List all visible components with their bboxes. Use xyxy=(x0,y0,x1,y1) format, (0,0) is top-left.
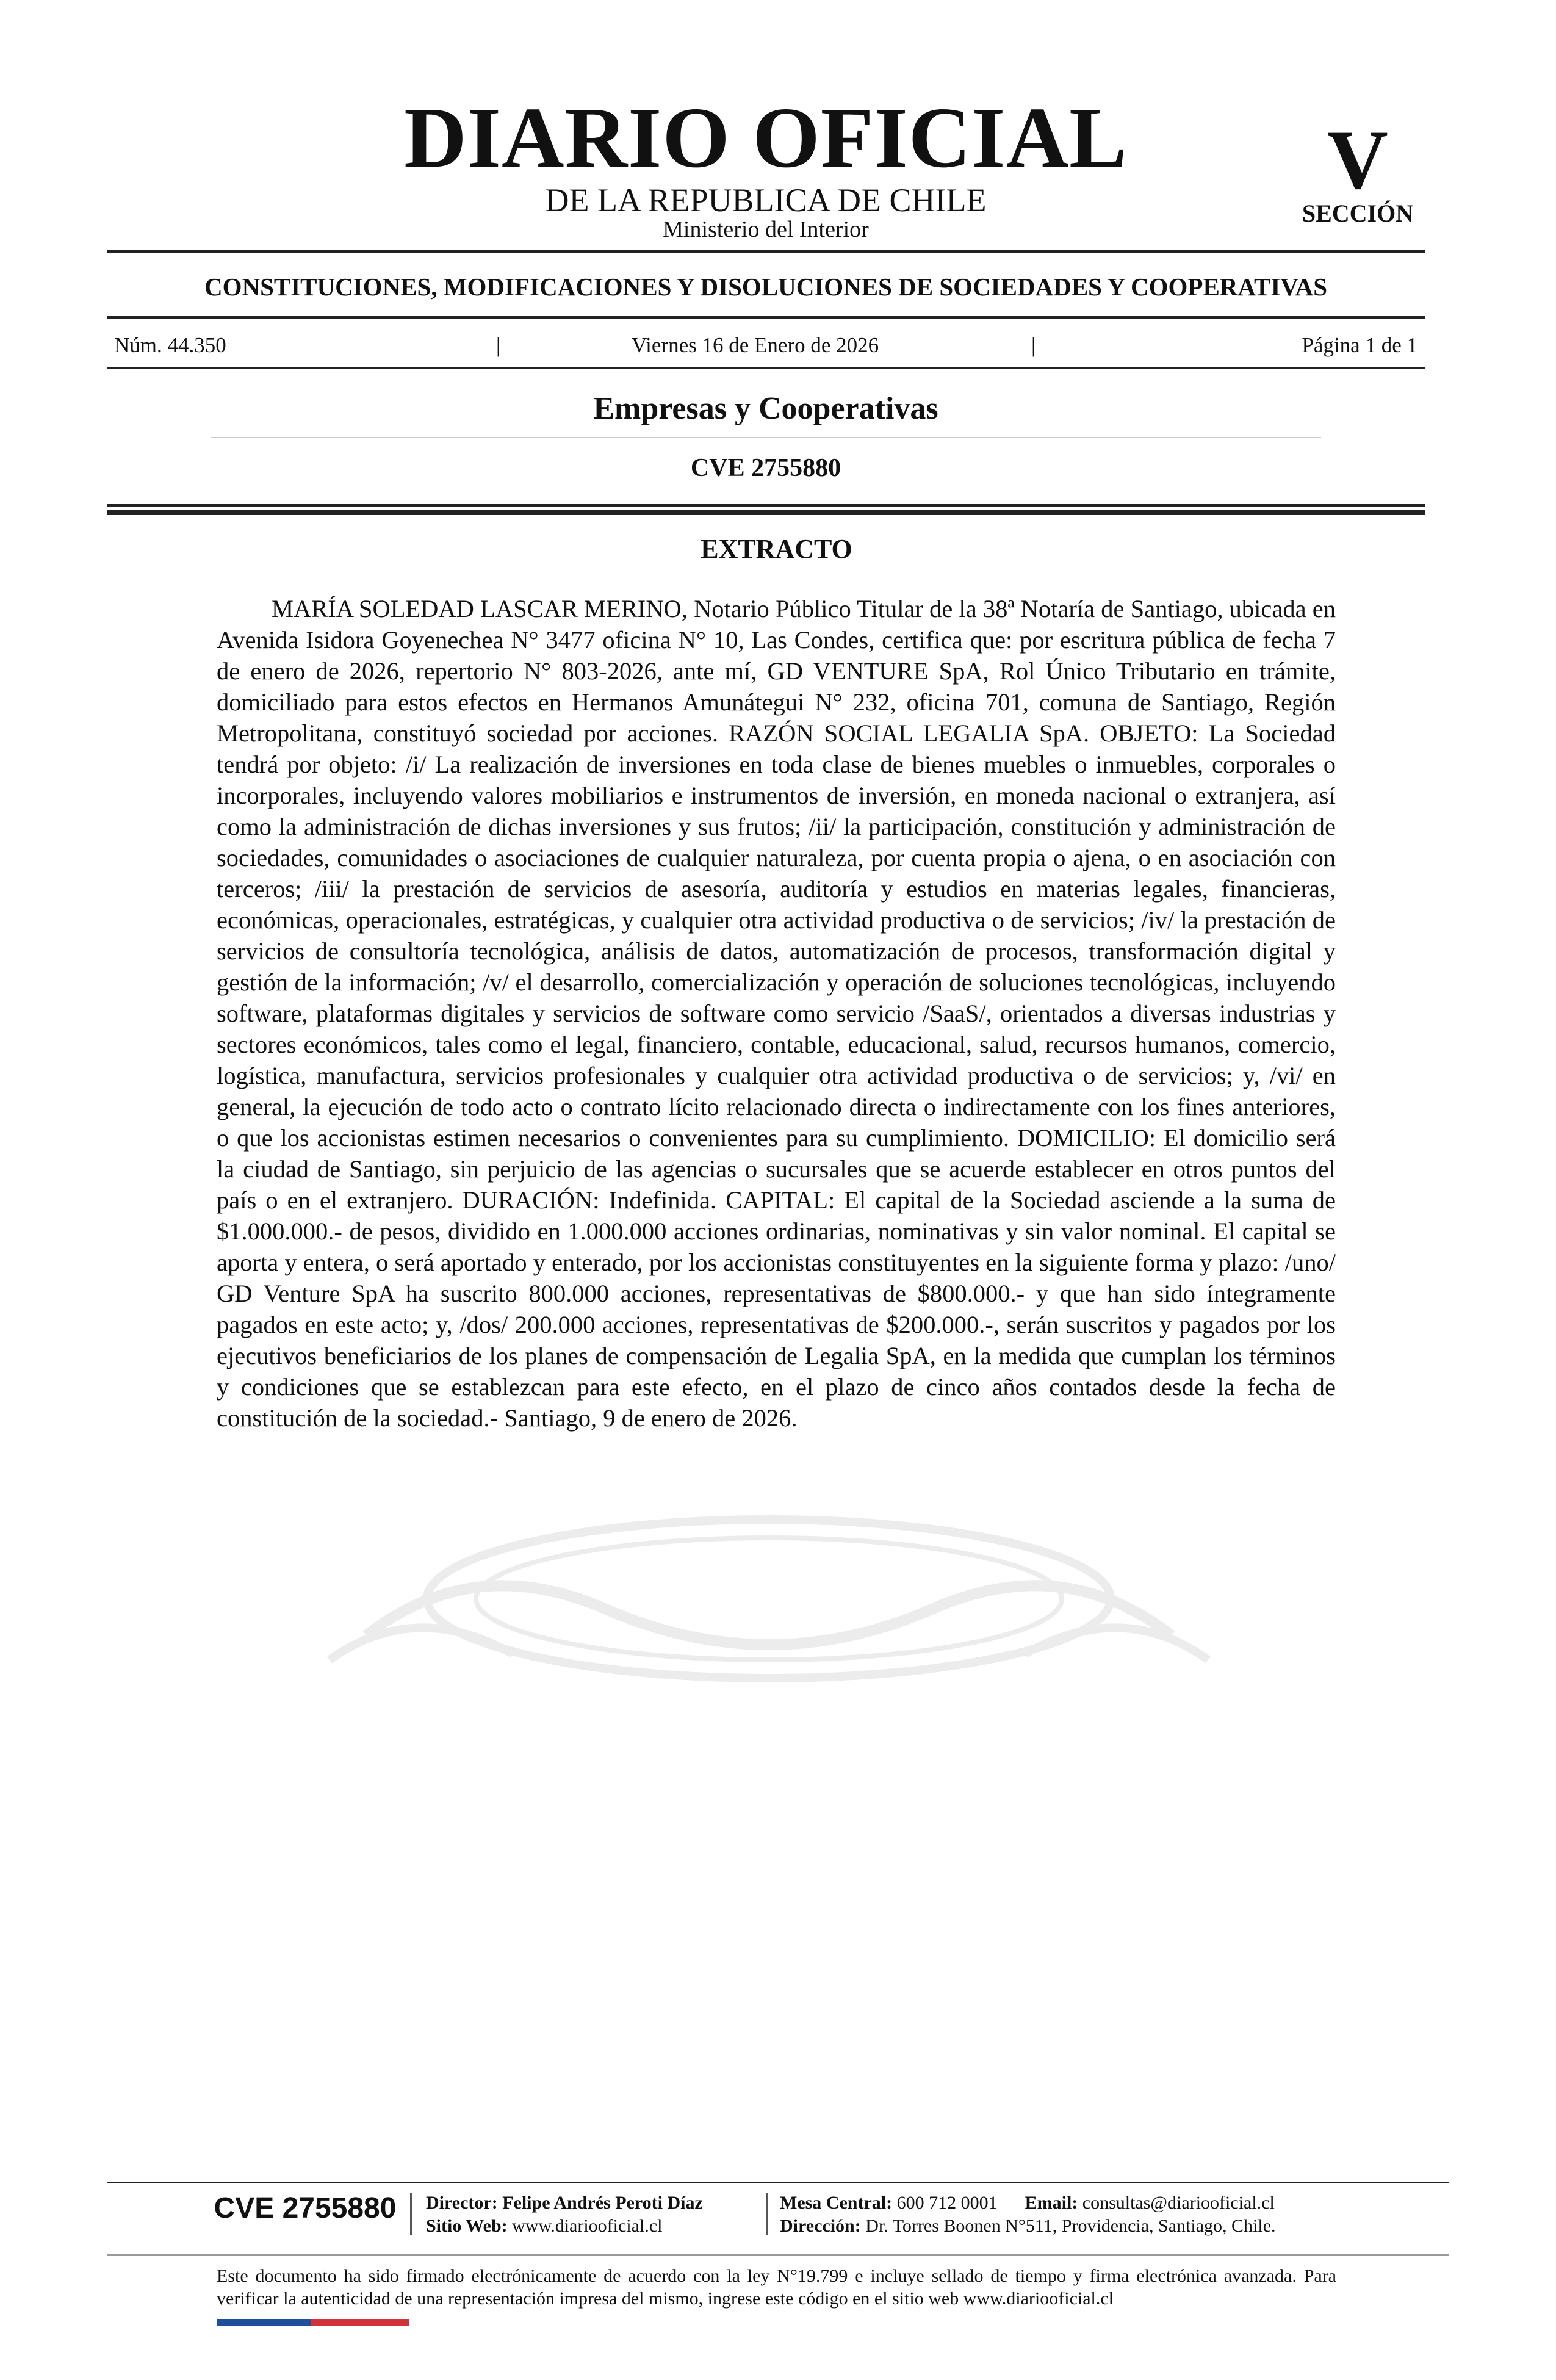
footer-contact-block xyxy=(780,2191,1390,2238)
section-letter: V xyxy=(1327,113,1388,206)
document-body: MARÍA SOLEDAD LASCAR MERINO, Notario Público Titular de la 38ª Notaría de Santiago, ubicada en Avenida Isidora Goyenechea N° 3477 oficina N° 10, Las Condes, certifica que: por escritura pública de fecha 7 de enero de 2026, repertorio N° 803-2026, ante mí, GD VENTURE SpA, Rol Único Tributario en trámite, domiciliado para estos efectos en Hermanos Amunátegui N° 232, oficina 701, comuna de Santiago, Región Metropolitana, constituyó sociedad por acciones. RAZÓN SOCIAL LEGALIA SpA. OBJETO: La Sociedad tendrá por objeto: /i/ La realización de inversiones en toda clase de bienes muebles o inmuebles, corporales o incorporales, incluyendo valores mobiliarios e instrumentos de inversión, en moneda nacional o extranjera, así como la administración de dichas inversiones y sus frutos; /ii/ la participación, constitución y administración de sociedades, comunidades o asociaciones de cualquier naturaleza, por cuenta propia o ajena, o en asociación con terceros; /iii/ la prestación de servicios de asesoría, auditoría y estudios en materias legales, financieras, económicas, operacionales, estratégicas, y cualquier otra actividad productiva o de servicios; /iv/ la prestación de servicios de consultoría tecnológica, análisis de datos, automatización de procesos, transformación digital y gestión de la información; /v/ el desarrollo, comercialización y operación de soluciones tecnológicas, incluyendo software, plataformas digitales y servicios de software como servicio /SaaS/, orientados a diversas industrias y sectores económicos, tales como el legal, financiero, contable, educacional, salud, recursos humanos, comercio, logística, manufactura, servicios profesionales y cualquier otra actividad productiva o de servicios; y, /vi/ en general, la ejecución de todo acto o contrato lícito relacionado directa o indirectamente con los fines anteriores, o que los accionistas estimen necesarios o convenientes para su cumplimiento. DOMICILIO: El domicilio será la ciudad de Santiago, sin perjuicio de las agencias o sucursales que se acuerde establecer en otros puntos del país o en el extranjero. DURACIÓN: Indefinida. CAPITAL: El capital de la Sociedad asciende a la suma de $1.000.000.- de pesos, dividido en 1.000.000 acciones ordinarias, nominativas y sin valor nominal. El capital se aporta y entera, o será aportado y enterado, por los accionistas constituyentes en la siguiente forma y plazo: /uno/ GD Venture SpA ha suscrito 800.000 acciones, representativas de $800.000.- y que han sido íntegramente pagados en este acto; y, /dos/ 200.000 acciones, representativas de $200.000.-, serán suscritos y pagados por los ejecutivos beneficiarios de los planes de compensación de Legalia SpA, en la medida que cumplan los términos y condiciones que se establezcan para este efecto, en el plazo de cinco años contados desde la fecha de constitución de la sociedad.- Santiago, 9 de enero de 2026. xyxy=(217,595,1336,1432)
category-title: Empresas y Cooperativas xyxy=(593,391,938,426)
issue-number: Núm. 44.350 xyxy=(114,333,226,357)
infobar-rule xyxy=(107,367,1425,369)
footer-director-block xyxy=(426,2191,768,2238)
masthead-subtitle: DE LA REPUBLICA DE CHILE xyxy=(545,182,987,218)
header-double-rule-top xyxy=(107,504,1425,507)
footer-divider xyxy=(766,2193,768,2235)
header-double-rule-bottom xyxy=(107,510,1425,515)
phone-number: 600 712 0001 xyxy=(896,2193,998,2213)
category-rule xyxy=(211,437,1321,438)
website-link[interactable]: www.diariooficial.cl xyxy=(512,2216,663,2236)
email-label: Email: xyxy=(1025,2193,1078,2213)
document-title: EXTRACTO xyxy=(701,534,852,564)
issue-date: Viernes 16 de Enero de 2026 xyxy=(632,333,879,357)
watermark-seal xyxy=(293,1477,1245,1697)
address-label: Dirección: xyxy=(780,2216,861,2236)
page-indicator: Página 1 de 1 xyxy=(1302,333,1417,357)
section-word: SECCIÓN xyxy=(1302,200,1414,227)
masthead-title: DIARIO OFICIAL xyxy=(404,89,1128,186)
masthead-rule xyxy=(107,250,1425,253)
email-link[interactable]: consultas@diariooficial.cl xyxy=(1082,2193,1275,2213)
section-heading: CONSTITUCIONES, MODIFICACIONES Y DISOLUCIONES DE SOCIEDADES Y COOPERATIVAS xyxy=(204,273,1328,301)
footer-divider xyxy=(410,2193,412,2235)
cve-code: CVE 2755880 xyxy=(690,454,841,482)
director-label: Director: xyxy=(426,2193,498,2213)
phone-label: Mesa Central: xyxy=(780,2193,893,2213)
section-rule xyxy=(107,316,1425,319)
footer-note-rule xyxy=(107,2254,1449,2256)
info-separator: | xyxy=(1031,333,1036,357)
flag-stripe-red xyxy=(311,2319,409,2326)
footer-cve-code: CVE 2755880 xyxy=(214,2192,397,2224)
footer-legal-note: Este documento ha sido firmado electrónicamente de acuerdo con la ley N°19.799 e incluye sellado de tiempo y firma electrónica avanzada. Para verificar la autenticidad de una representación impresa del mismo, ingrese este código en el sitio web www.diariooficial.cl xyxy=(217,2266,1336,2309)
website-label: Sitio Web: xyxy=(426,2216,508,2236)
director-name: Felipe Andrés Peroti Díaz xyxy=(502,2193,703,2213)
flag-stripe-blue xyxy=(217,2319,311,2326)
footer-rule xyxy=(107,2182,1449,2183)
masthead-ministry: Ministerio del Interior xyxy=(663,217,869,242)
address-text: Dr. Torres Boonen N°511, Providencia, Santiago, Chile. xyxy=(865,2216,1276,2236)
issue-info-bar xyxy=(107,333,1425,358)
info-separator: | xyxy=(496,333,501,357)
